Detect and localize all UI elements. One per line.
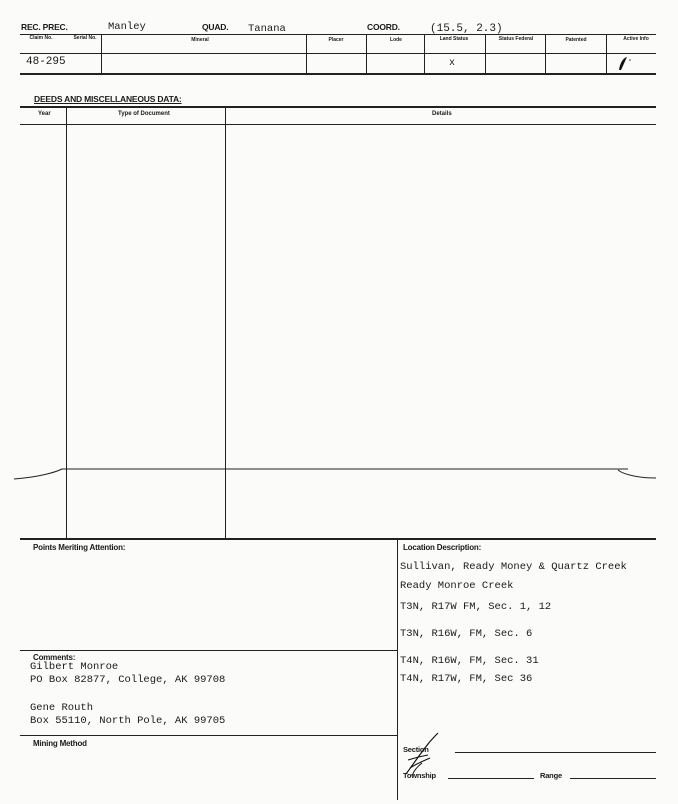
quad-value: Tanana [248, 23, 286, 35]
coord-value: (15.5, 2.3) [430, 23, 503, 35]
deeds-rule-header [20, 124, 656, 125]
col-placer: Placer [328, 37, 344, 43]
col-divider [606, 34, 607, 73]
location-line-1: Sullivan, Ready Money & Quartz Creek [400, 561, 627, 573]
comment-line-4: Box 55110, North Pole, AK 99705 [30, 715, 226, 727]
ink-mark-icon [615, 54, 637, 72]
col-divider [545, 34, 546, 73]
deeds-rule-top [20, 106, 656, 108]
land-status-mark: x [449, 58, 456, 69]
col-mineral: Mineral [191, 37, 209, 43]
col-divider [306, 34, 307, 73]
location-line-3: T3N, R17W FM, Sec. 1, 12 [400, 601, 552, 613]
header-rule-bottom [20, 73, 656, 75]
mining-rule [20, 735, 397, 736]
header-rule-mid [20, 53, 656, 54]
township-label: Township [403, 771, 436, 780]
col-claim-no: Claim No. [29, 35, 53, 41]
range-label: Range [540, 771, 562, 780]
points-label: Points Meriting Attention: [33, 543, 126, 552]
col-divider [424, 34, 425, 73]
col-status-federal: Status Federal [498, 36, 534, 42]
section-label: Section [403, 745, 429, 754]
location-label: Location Description: [403, 543, 482, 552]
header-rule-top [20, 34, 656, 35]
comments-rule [20, 650, 397, 651]
location-line-4: T3N, R16W, FM, Sec. 6 [400, 628, 533, 640]
col-active-info: Active Info [623, 36, 649, 42]
comment-line-2: PO Box 82877, College, AK 99708 [30, 674, 226, 686]
deeds-col-year: Year [38, 111, 51, 117]
lower-rule-top [20, 538, 656, 540]
col-divider [485, 34, 486, 73]
page-fold-line [0, 460, 678, 490]
mining-label: Mining Method [33, 739, 87, 748]
range-line [570, 778, 656, 779]
section-line [455, 752, 656, 753]
claim-no-value: 48-295 [26, 56, 66, 68]
coord-label: COORD. [367, 22, 400, 32]
col-lode: Lode [390, 37, 402, 43]
comment-line-1: Gilbert Monroe [30, 661, 119, 673]
township-line [448, 778, 534, 779]
col-divider [366, 34, 367, 73]
quad-label: QUAD. [202, 22, 229, 32]
handwritten-mark-icon [398, 730, 448, 785]
location-line-2: Ready Monroe Creek [400, 580, 514, 592]
location-line-6: T4N, R17W, FM, Sec 36 [400, 673, 533, 685]
col-serial-no: Serial No. [73, 35, 97, 41]
rec-prec-label: REC. PREC. [21, 22, 68, 32]
comments-label: Comments: [33, 653, 76, 662]
col-divider [101, 34, 102, 73]
col-patented: Patented [565, 37, 587, 43]
col-land-status: Land Status [439, 36, 469, 42]
deeds-col-details: Details [432, 111, 452, 117]
location-line-5: T4N, R16W, FM, Sec. 31 [400, 655, 539, 667]
deeds-col-type: Type of Document [118, 111, 170, 117]
rec-prec-value: Manley [108, 21, 146, 33]
deeds-title: DEEDS AND MISCELLANEOUS DATA: [34, 94, 182, 104]
comment-line-3: Gene Routh [30, 702, 94, 714]
